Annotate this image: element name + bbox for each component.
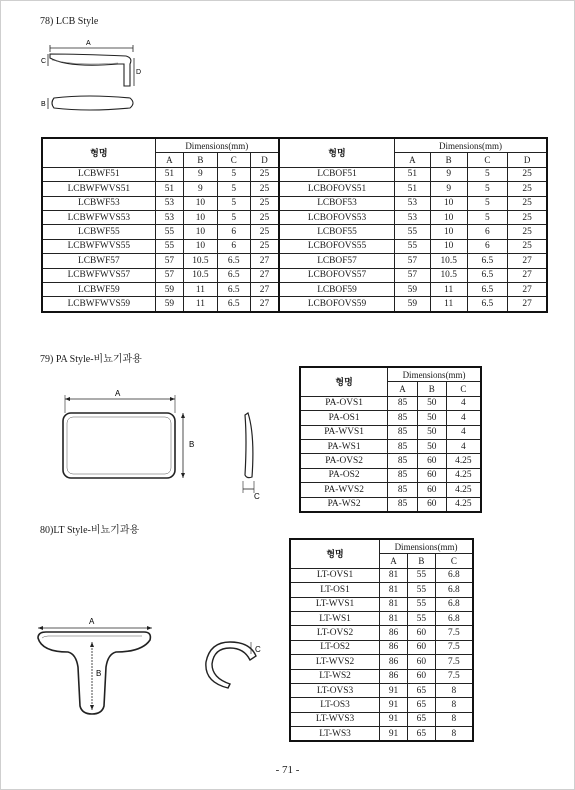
model-name-cell: LT-OVS1 (290, 568, 380, 582)
dimension-cell: 51 (395, 167, 431, 181)
dimension-cell: 60 (417, 497, 446, 512)
dimension-cell: 4.25 (446, 468, 481, 482)
model-name-cell: LT-OS1 (290, 583, 380, 597)
dimension-cell: 65 (407, 683, 435, 697)
lt-label-b: B (96, 669, 102, 678)
table-row (42, 182, 547, 196)
model-name-cell: LT-WS3 (290, 727, 380, 742)
table-row (290, 712, 473, 726)
dimension-cell: 85 (388, 411, 418, 425)
dimension-cell: 6.5 (467, 282, 507, 296)
lt-label-a: A (89, 617, 95, 626)
dimension-cell: 25 (508, 225, 547, 239)
dimension-cell: 86 (380, 669, 408, 683)
dimension-cell: 57 (155, 268, 184, 282)
dimension-cell: 5 (467, 196, 507, 210)
table-row (42, 225, 547, 239)
dimension-cell: 5 (467, 182, 507, 196)
dimension-cell: 53 (155, 196, 184, 210)
table-row (290, 583, 473, 597)
pa-table (299, 366, 482, 513)
model-name-cell: LCBOF55 (279, 225, 395, 239)
dimension-cell: 6.8 (435, 597, 473, 611)
model-name-cell: LCBOF53 (279, 196, 395, 210)
dimension-cell: 4 (446, 425, 481, 439)
dimension-cell: 85 (388, 483, 418, 497)
dimension-cell: 81 (380, 597, 408, 611)
dimension-cell: 57 (395, 254, 431, 268)
table-row (300, 483, 481, 497)
dimension-cell: 7.5 (435, 669, 473, 683)
model-name-cell: PA-OVS1 (300, 396, 388, 410)
dimension-cell: 60 (407, 655, 435, 669)
dimension-cell: 6 (217, 225, 250, 239)
dimension-cell: 85 (388, 439, 418, 453)
dimension-cell: 86 (380, 655, 408, 669)
dimension-cell: 6 (467, 239, 507, 253)
table-row (42, 282, 547, 296)
dimension-cell: 55 (407, 568, 435, 582)
model-name-cell: LCBOF51 (279, 167, 395, 181)
table-row (42, 268, 547, 282)
lcb-label-a: A (86, 40, 91, 47)
dimension-cell: 25 (250, 210, 279, 224)
dimension-cell: 10 (184, 239, 217, 253)
lt-heading: 80)LT Style-비뇨기과용 (40, 525, 140, 536)
dimension-cell: 5 (217, 182, 250, 196)
dimension-cell: 85 (388, 497, 418, 512)
dimension-cell: 91 (380, 712, 408, 726)
col-header-dimensions: Dimensions(mm) (388, 367, 481, 382)
table-row (42, 239, 547, 253)
table-row (290, 698, 473, 712)
dimension-cell: 4.25 (446, 483, 481, 497)
dimension-cell: 6.5 (217, 268, 250, 282)
dimension-cell: 11 (184, 297, 217, 312)
dimension-cell: 55 (155, 239, 184, 253)
dimension-cell: 8 (435, 698, 473, 712)
dimension-cell: 85 (388, 454, 418, 468)
dimension-cell: 9 (430, 167, 467, 181)
dimension-cell: 51 (155, 167, 184, 181)
dimension-cell: 60 (407, 626, 435, 640)
dimension-cell: 55 (395, 239, 431, 253)
model-name-cell: LCBWFWVS57 (42, 268, 155, 282)
model-name-cell: LCBOFOVS57 (279, 268, 395, 282)
model-name-cell: LT-WVS2 (290, 655, 380, 669)
lt-table (289, 538, 474, 742)
pa-heading: 79) PA Style-비뇨기과용 (40, 354, 142, 365)
model-name-cell: PA-WS2 (300, 497, 388, 512)
lcb-heading: 78) LCB Style (40, 16, 99, 27)
dimension-cell: 27 (250, 268, 279, 282)
dimension-cell: 6.8 (435, 568, 473, 582)
dimension-cell: 4 (446, 439, 481, 453)
dimension-cell: 59 (155, 282, 184, 296)
dimension-cell: 27 (508, 297, 547, 312)
model-name-cell: LT-WVS3 (290, 712, 380, 726)
dimension-cell: 6 (467, 225, 507, 239)
dimension-cell: 85 (388, 468, 418, 482)
pa-label-c: C (254, 492, 260, 501)
pa-diagram (55, 385, 275, 505)
model-name-cell: LCBWF51 (42, 167, 155, 181)
table-row (300, 454, 481, 468)
col-header-dimensions: Dimensions(mm) (395, 138, 548, 153)
dimension-cell: 60 (407, 669, 435, 683)
dimension-cell: 6.8 (435, 583, 473, 597)
model-name-cell: LCBOF59 (279, 282, 395, 296)
dimension-cell: 5 (217, 167, 250, 181)
lt-diagram (32, 612, 272, 722)
dimension-cell: 9 (430, 182, 467, 196)
dimension-cell: 57 (155, 254, 184, 268)
dimension-cell: 10.5 (430, 254, 467, 268)
dimension-cell: 10 (430, 225, 467, 239)
dimension-cell: 27 (250, 297, 279, 312)
model-name-cell: LCBWF57 (42, 254, 155, 268)
dimension-cell: 7.5 (435, 626, 473, 640)
table-row (290, 626, 473, 640)
table-row (290, 655, 473, 669)
col-header-d: D (508, 153, 547, 167)
dimension-cell: 6.5 (217, 282, 250, 296)
table-row (290, 727, 473, 742)
dimension-cell: 8 (435, 683, 473, 697)
model-name-cell: LT-OVS3 (290, 683, 380, 697)
dimension-cell: 7.5 (435, 655, 473, 669)
dimension-cell: 53 (395, 196, 431, 210)
table-row (42, 297, 547, 312)
model-name-cell: LT-OS2 (290, 640, 380, 654)
dimension-cell: 10 (184, 225, 217, 239)
dimension-cell: 86 (380, 640, 408, 654)
table-row (290, 597, 473, 611)
model-name-cell: LCBWFWVS55 (42, 239, 155, 253)
dimension-cell: 4.25 (446, 497, 481, 512)
dimension-cell: 51 (155, 182, 184, 196)
dimension-cell: 51 (395, 182, 431, 196)
model-name-cell: LCBWF59 (42, 282, 155, 296)
model-name-cell: LT-OVS2 (290, 626, 380, 640)
dimension-cell: 5 (467, 210, 507, 224)
col-header-name: 형명 (279, 138, 395, 167)
dimension-cell: 9 (184, 167, 217, 181)
dimension-cell: 4.25 (446, 454, 481, 468)
table-row (42, 167, 547, 181)
model-name-cell: LCBWF55 (42, 225, 155, 239)
lcb-diagram (38, 36, 148, 126)
dimension-cell: 27 (250, 282, 279, 296)
dimension-cell: 25 (250, 196, 279, 210)
lcb-label-d: D (136, 69, 142, 76)
model-name-cell: LCBOFOVS51 (279, 182, 395, 196)
model-name-cell: PA-WVS2 (300, 483, 388, 497)
dimension-cell: 60 (417, 454, 446, 468)
dimension-cell: 55 (407, 611, 435, 625)
table-row (42, 254, 547, 268)
table-row (290, 568, 473, 582)
model-name-cell: LCBOF57 (279, 254, 395, 268)
model-name-cell: LCBOFOVS55 (279, 239, 395, 253)
model-name-cell: LCBWFWVS53 (42, 210, 155, 224)
col-header-name: 형명 (42, 138, 155, 167)
pa-label-b: B (189, 440, 195, 449)
dimension-cell: 91 (380, 698, 408, 712)
table-row (290, 640, 473, 654)
dimension-cell: 6.5 (467, 297, 507, 312)
col-header-a: A (388, 382, 418, 396)
table-row (42, 210, 547, 224)
dimension-cell: 60 (407, 640, 435, 654)
dimension-cell: 11 (184, 282, 217, 296)
table-row (300, 396, 481, 410)
col-header-name: 형명 (300, 367, 388, 396)
dimension-cell: 57 (395, 268, 431, 282)
col-header-dimensions: Dimensions(mm) (380, 539, 473, 554)
dimension-cell: 10.5 (430, 268, 467, 282)
dimension-cell: 50 (417, 411, 446, 425)
dimension-cell: 10 (184, 196, 217, 210)
model-name-cell: LT-OS3 (290, 698, 380, 712)
dimension-cell: 55 (155, 225, 184, 239)
page-number: - 71 - (275, 764, 300, 776)
dimension-cell: 5 (217, 196, 250, 210)
model-name-cell: LCBOFOVS59 (279, 297, 395, 312)
lt-label-c: C (255, 645, 261, 654)
dimension-cell: 65 (407, 698, 435, 712)
dimension-cell: 4 (446, 396, 481, 410)
dimension-cell: 55 (407, 597, 435, 611)
table-row (290, 683, 473, 697)
dimension-cell: 6.8 (435, 611, 473, 625)
table-row (300, 439, 481, 453)
dimension-cell: 81 (380, 568, 408, 582)
dimension-cell: 50 (417, 425, 446, 439)
dimension-cell: 10.5 (184, 268, 217, 282)
dimension-cell: 81 (380, 611, 408, 625)
dimension-cell: 6 (217, 239, 250, 253)
table-row (300, 425, 481, 439)
col-header-b: B (407, 554, 435, 568)
dimension-cell: 55 (407, 583, 435, 597)
col-header-c: C (446, 382, 481, 396)
dimension-cell: 25 (508, 210, 547, 224)
dimension-cell: 6.5 (467, 268, 507, 282)
col-header-c: C (217, 153, 250, 167)
dimension-cell: 85 (388, 425, 418, 439)
dimension-cell: 85 (388, 396, 418, 410)
col-header-d: D (250, 153, 279, 167)
dimension-cell: 65 (407, 727, 435, 742)
model-name-cell: PA-OS2 (300, 468, 388, 482)
dimension-cell: 59 (155, 297, 184, 312)
dimension-cell: 25 (250, 239, 279, 253)
dimension-cell: 11 (430, 282, 467, 296)
dimension-cell: 10 (430, 196, 467, 210)
col-header-b: B (184, 153, 217, 167)
col-header-c: C (467, 153, 507, 167)
col-header-b: B (430, 153, 467, 167)
model-name-cell: PA-WVS1 (300, 425, 388, 439)
dimension-cell: 25 (250, 167, 279, 181)
model-name-cell: LT-WS1 (290, 611, 380, 625)
lcb-label-c: C (41, 58, 47, 65)
dimension-cell: 53 (395, 210, 431, 224)
dimension-cell: 25 (250, 182, 279, 196)
model-name-cell: PA-OVS2 (300, 454, 388, 468)
dimension-cell: 10 (430, 210, 467, 224)
col-header-name: 형명 (290, 539, 380, 568)
dimension-cell: 25 (508, 196, 547, 210)
pa-label-a: A (115, 389, 121, 398)
dimension-cell: 5 (217, 210, 250, 224)
table-row (290, 611, 473, 625)
col-header-dimensions: Dimensions(mm) (155, 138, 279, 153)
table-row (42, 196, 547, 210)
model-name-cell: LCBWF53 (42, 196, 155, 210)
model-name-cell: LT-WS2 (290, 669, 380, 683)
dimension-cell: 6.5 (217, 254, 250, 268)
model-name-cell: LCBOFOVS53 (279, 210, 395, 224)
dimension-cell: 25 (508, 239, 547, 253)
dimension-cell: 10.5 (184, 254, 217, 268)
col-header-a: A (155, 153, 184, 167)
dimension-cell: 59 (395, 282, 431, 296)
dimension-cell: 91 (380, 727, 408, 742)
lcb-table (41, 137, 548, 313)
dimension-cell: 27 (508, 268, 547, 282)
dimension-cell: 27 (250, 254, 279, 268)
dimension-cell: 91 (380, 683, 408, 697)
dimension-cell: 27 (508, 254, 547, 268)
dimension-cell: 25 (508, 182, 547, 196)
dimension-cell: 9 (184, 182, 217, 196)
dimension-cell: 50 (417, 439, 446, 453)
dimension-cell: 65 (407, 712, 435, 726)
dimension-cell: 25 (250, 225, 279, 239)
dimension-cell: 55 (395, 225, 431, 239)
dimension-cell: 60 (417, 483, 446, 497)
dimension-cell: 6.5 (467, 254, 507, 268)
dimension-cell: 53 (155, 210, 184, 224)
dimension-cell: 81 (380, 583, 408, 597)
col-header-a: A (395, 153, 431, 167)
dimension-cell: 25 (508, 167, 547, 181)
dimension-cell: 59 (395, 297, 431, 312)
dimension-cell: 60 (417, 468, 446, 482)
dimension-cell: 86 (380, 626, 408, 640)
dimension-cell: 6.5 (217, 297, 250, 312)
dimension-cell: 4 (446, 411, 481, 425)
dimension-cell: 8 (435, 727, 473, 742)
table-row (300, 468, 481, 482)
dimension-cell: 7.5 (435, 640, 473, 654)
dimension-cell: 5 (467, 167, 507, 181)
model-name-cell: PA-WS1 (300, 439, 388, 453)
col-header-c: C (435, 554, 473, 568)
table-row (290, 669, 473, 683)
dimension-cell: 10 (184, 210, 217, 224)
lcb-label-b: B (41, 101, 46, 108)
table-row (300, 497, 481, 512)
model-name-cell: LCBWFWVS51 (42, 182, 155, 196)
dimension-cell: 27 (508, 282, 547, 296)
col-header-b: B (417, 382, 446, 396)
dimension-cell: 10 (430, 239, 467, 253)
col-header-a: A (380, 554, 408, 568)
dimension-cell: 8 (435, 712, 473, 726)
dimension-cell: 50 (417, 396, 446, 410)
model-name-cell: PA-OS1 (300, 411, 388, 425)
model-name-cell: LT-WVS1 (290, 597, 380, 611)
model-name-cell: LCBWFWVS59 (42, 297, 155, 312)
dimension-cell: 11 (430, 297, 467, 312)
table-row (300, 411, 481, 425)
